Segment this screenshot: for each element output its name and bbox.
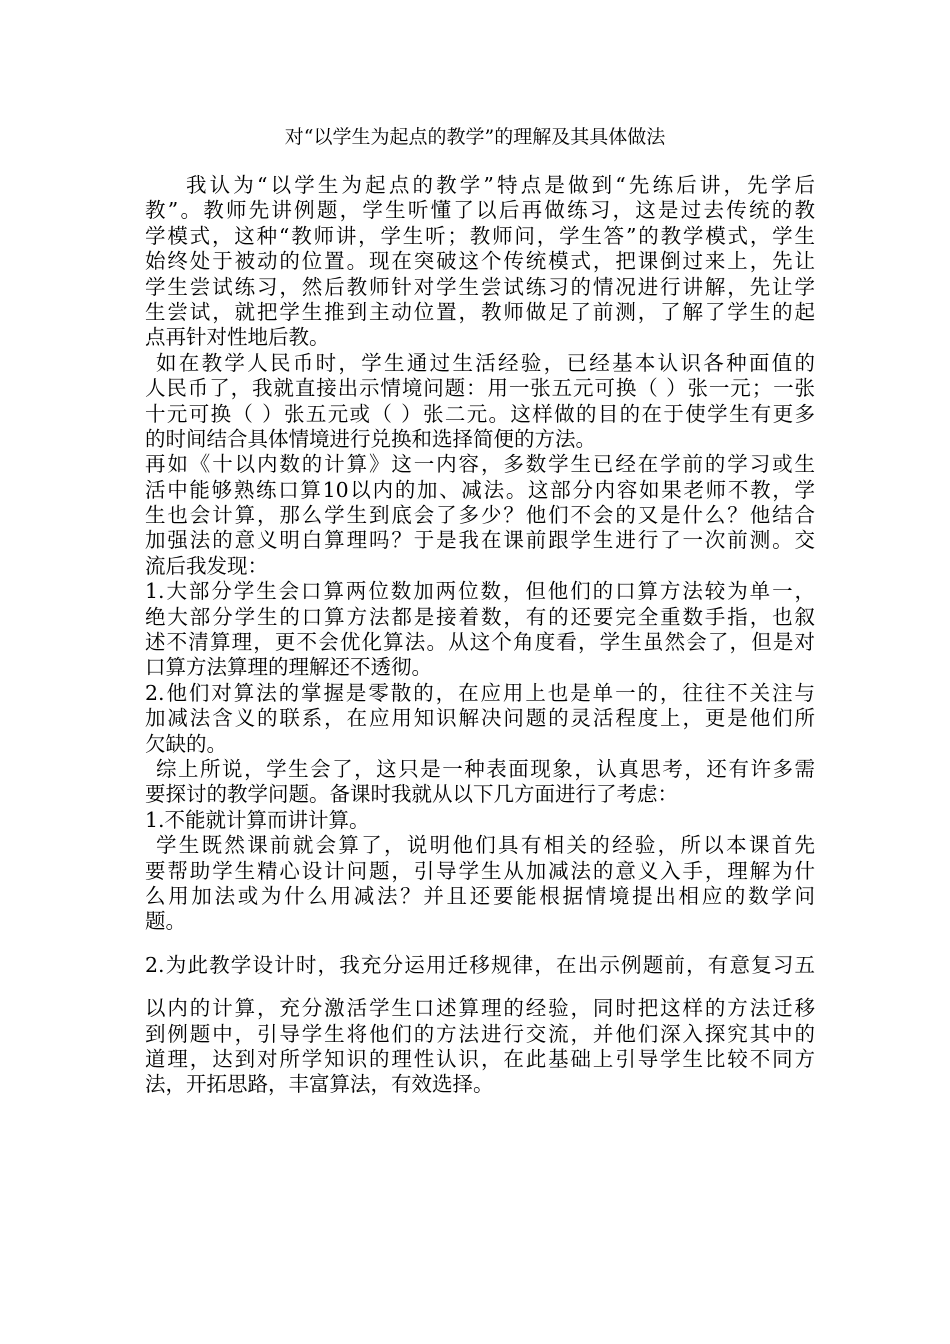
text-line: 口算方法算理的理解还不透彻。 xyxy=(145,655,432,680)
document-body xyxy=(145,173,815,1098)
text-line: 2.为此教学设计时，我充分运用迁移规律，在出示例题前，有意复习五 xyxy=(145,952,815,977)
text-line: 综上所说，学生会了，这只是一种表面现象，认真思考，还有许多需 xyxy=(156,756,815,781)
text-line: 人民币了，我就直接出示情境问题：用一张五元可换（ ）张一元；一张 xyxy=(145,376,815,401)
text-line: 教”。教师先讲例题，学生听懂了以后再做练习，这是过去传统的教 xyxy=(145,198,815,223)
text-line: 如在教学人民币时，学生通过生活经验，已经基本认识各种面值的 xyxy=(156,350,815,375)
text-line: 题。 xyxy=(145,909,186,934)
text-line: 述不清算理，更不会优化算法。从这个角度看，学生虽然会了，但是对 xyxy=(145,630,815,655)
text-line: 以内的计算，充分激活学生口述算理的经验，同时把这样的方法迁移 xyxy=(145,996,815,1021)
text-line: 学生尝试练习，然后教师针对学生尝试练习的情况进行讲解，先让学 xyxy=(145,274,815,299)
text-line: 到例题中，引导学生将他们的方法进行交流，并他们深入探究其中的 xyxy=(145,1021,815,1046)
text-line: 活中能够熟练口算10以内的加、减法。这部分内容如果老师不教，学 xyxy=(145,477,815,502)
text-line: 生也会计算，那么学生到底会了多少？他们不会的又是什么？他结合 xyxy=(145,503,815,528)
text-line: 点再针对性地后教。 xyxy=(145,325,330,350)
text-line: 生尝试，就把学生推到主动位置，教师做足了前测，了解了学生的起 xyxy=(145,299,815,324)
text-line: 再如《十以内数的计算》这一内容，多数学生已经在学前的学习或生 xyxy=(145,452,815,477)
text-line: 十元可换（ ）张五元或（ ）张二元。这样做的目的在于使学生有更多 xyxy=(145,401,815,426)
document-title: 对“以学生为起点的教学”的理解及其具体做法 xyxy=(284,126,666,148)
text-line: 学生既然课前就会算了，说明他们具有相关的经验，所以本课首先 xyxy=(156,833,815,858)
text-line: 1.不能就计算而讲计算。 xyxy=(145,807,370,832)
text-line: 始终处于被动的位置。现在突破这个传统模式，把课倒过来上，先让 xyxy=(145,249,815,274)
text-line: 流后我发现： xyxy=(145,553,268,578)
text-line: 欠缺的。 xyxy=(145,731,227,756)
text-line: 法，开拓思路，丰富算法，有效选择。 xyxy=(145,1072,494,1097)
text-line: 要帮助学生精心设计问题，引导学生从加减法的意义入手，理解为什 xyxy=(145,858,815,883)
text-line: 我认为“以学生为起点的教学”特点是做到“先练后讲，先学后 xyxy=(186,173,815,197)
text-line: 加强法的意义明白算理吗？于是我在课前跟学生进行了一次前测。交 xyxy=(145,528,815,553)
text-line: 学模式，这种“教师讲，学生听；教师问，学生答”的教学模式，学生 xyxy=(145,223,815,248)
text-line: 道理，达到对所学知识的理性认识，在此基础上引导学生比较不同方 xyxy=(145,1046,815,1071)
text-line: 1.大部分学生会口算两位数加两位数，但他们的口算方法较为单一， xyxy=(145,579,815,604)
text-line: 要探讨的教学问题。备课时我就从以下几方面进行了考虑： xyxy=(145,782,678,807)
text-line: 2.他们对算法的掌握是零散的，在应用上也是单一的，往往不关注与 xyxy=(145,680,815,705)
text-line: 么用加法或为什么用减法？并且还要能根据情境提出相应的数学问 xyxy=(145,883,815,908)
text-line: 的时间结合具体情境进行兑换和选择简便的方法。 xyxy=(145,426,596,451)
paragraph-gap xyxy=(145,978,815,996)
paragraph-gap xyxy=(145,935,815,953)
text-line: 绝大部分学生的口算方法都是接着数，有的还要完全重数手指，也叙 xyxy=(145,604,815,629)
text-line: 加减法含义的联系，在应用知识解决问题的灵活程度上，更是他们所 xyxy=(145,706,815,731)
